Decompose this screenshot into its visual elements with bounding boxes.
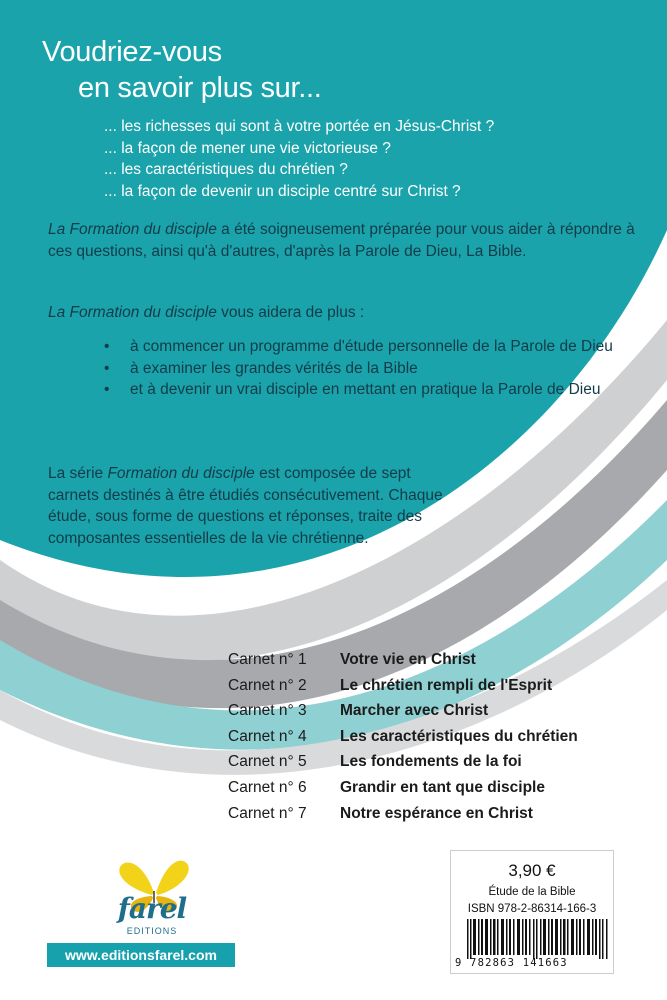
help-paragraph: [48, 302, 638, 324]
headline-line-2: en savoir plus sur...: [78, 72, 322, 104]
series-paragraph: [48, 463, 448, 549]
benefit-item: [104, 358, 624, 380]
series-paragraph-end: est composée de sept carnets destinés à être étudiés consécutivement. Chaque étude, sous forme de questions et réponses, traite des composantes essentielles de la vie chrétienne.: [48, 465, 443, 547]
barcode-icon: [467, 919, 609, 959]
subject-label: Étude de la Bible: [488, 886, 576, 898]
carnet-row: [228, 698, 648, 724]
carnet-row: [228, 749, 648, 775]
carnet-number: Carnet n° 2: [228, 676, 307, 694]
series-paragraph-start: La série: [48, 465, 108, 482]
carnet-row: [228, 724, 648, 750]
website-link[interactable]: www.editionsfarel.com: [47, 943, 235, 967]
carnet-title: Votre vie en Christ: [340, 651, 476, 668]
bullet-dot-icon: •: [104, 338, 110, 355]
carnet-number: Carnet n° 5: [228, 753, 307, 771]
benefit-text: et à devenir un vrai disciple en mettant en pratique la Parole de Dieu: [130, 381, 601, 398]
series-title-italic: La Formation du disciple: [48, 221, 217, 238]
carnet-number: Carnet n° 4: [228, 727, 307, 745]
carnet-row: [228, 673, 648, 699]
carnet-title: Les fondements de la foi: [340, 753, 522, 771]
bullet-dot-icon: •: [104, 381, 110, 398]
carnet-number: Carnet n° 3: [228, 702, 307, 720]
publisher-logo-word: farel: [117, 892, 187, 925]
carnet-number: Carnet n° 7: [228, 804, 307, 822]
ean-digits: 9 782863 141663: [455, 957, 568, 969]
question-item: ... la façon de mener une vie victorieuse ?: [104, 139, 391, 157]
carnet-title: Notre espérance en Christ: [340, 804, 533, 822]
benefit-text: à commencer un programme d'étude personnelle de la Parole de Dieu: [130, 338, 613, 355]
benefit-item: [104, 336, 624, 358]
carnet-row: [228, 775, 648, 801]
question-list: [104, 116, 494, 202]
intro-paragraph: [48, 219, 638, 262]
carnet-title: Le chrétien rempli de l'Esprit: [340, 676, 553, 694]
series-title-italic: La Formation du disciple: [48, 304, 217, 321]
benefit-item: [104, 379, 624, 401]
carnet-title: Marcher avec Christ: [340, 702, 489, 720]
carnet-title: Les caractéristiques du chrétien: [340, 727, 578, 745]
price-barcode-box: [450, 850, 614, 974]
carnet-title: Grandir en tant que disciple: [340, 778, 545, 796]
question-item: ... les richesses qui sont à votre portée en Jésus-Christ ?: [104, 118, 495, 135]
carnet-row: [228, 647, 648, 673]
bullet-dot-icon: •: [104, 359, 110, 377]
benefit-text: à examiner les grandes vérités de la Bible: [130, 359, 418, 377]
carnet-row: [228, 801, 648, 827]
headline-line-1: Voudriez-vous: [42, 36, 222, 68]
intro-paragraph-text: a été soigneusement préparée pour vous aider à répondre à ces questions, ainsi qu'à d'autres, d'après la Parole de Dieu, La Bible.: [48, 221, 635, 260]
price: 3,90 €: [508, 861, 556, 880]
carnet-number: Carnet n° 1: [228, 651, 307, 668]
carnet-list: [228, 647, 648, 826]
benefit-list: [104, 336, 624, 401]
help-paragraph-text: vous aidera de plus :: [216, 304, 365, 321]
headline: [42, 34, 322, 106]
series-title-italic: Formation du disciple: [107, 465, 255, 482]
publisher-logo-sub: EDITIONS: [126, 926, 178, 936]
question-item: ... les caractéristiques du chrétien ?: [104, 161, 348, 178]
isbn: ISBN 978-2-86314-166-3: [467, 903, 597, 915]
question-item: ... la façon de devenir un disciple centré sur Christ ?: [104, 182, 461, 200]
carnet-number: Carnet n° 6: [228, 778, 307, 796]
